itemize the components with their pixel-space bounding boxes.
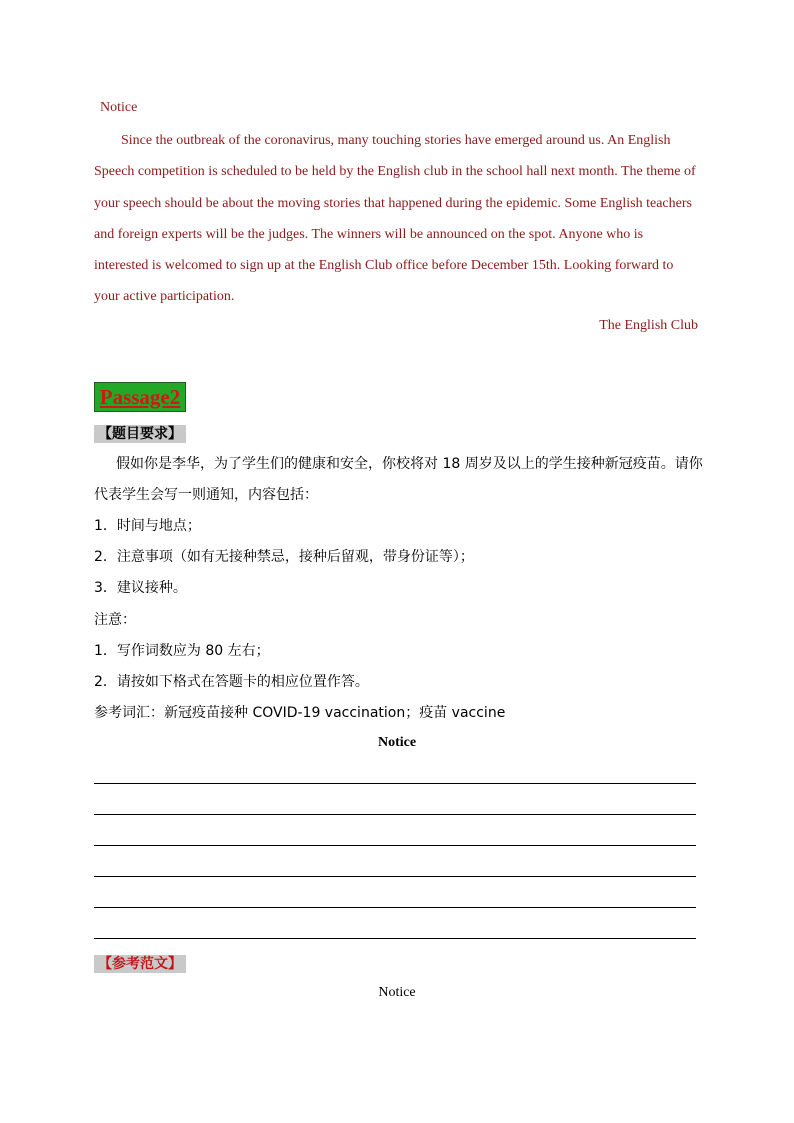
answer-line-1 <box>94 783 696 784</box>
passage2-heading: Passage2 <box>94 382 186 412</box>
requirements-label: 【题目要求】 <box>94 425 186 443</box>
note-2: 2．请按如下格式在答题卡的相应位置作答。 <box>94 674 369 690</box>
answer-line-4 <box>94 876 696 877</box>
answer-line-5 <box>94 907 696 908</box>
sample-notice-title: Notice <box>378 985 416 1000</box>
vocab-line: 参考词汇：新冠疫苗接种 COVID-19 vaccination；疫苗 vaccine <box>94 705 506 721</box>
notice-line-5: interested is welcomed to sign up at the English Club office before December 15th. Looking forward to <box>94 258 674 273</box>
prompt-line-1: 假如你是李华，为了学生们的健康和安全，你校将对 18 周岁及以上的学生接种新冠疫苗。请你 <box>116 456 703 472</box>
notes-label: 注意： <box>94 612 136 628</box>
notice-line-2: Speech competition is scheduled to be held by the English club in the school hall next month. The theme of <box>94 164 696 179</box>
notice-line-3: your speech should be about the moving stories that happened during the epidemic. Some English teachers <box>94 196 692 211</box>
notice-signature: The English Club <box>599 318 698 333</box>
sample-essay-label: 【参考范文】 <box>94 955 186 973</box>
answer-line-3 <box>94 845 696 846</box>
notice-line-6: your active participation. <box>94 289 235 304</box>
point-1: 1．时间与地点； <box>94 518 201 534</box>
notice-line-1: Since the outbreak of the coronavirus, many touching stories have emerged around us. An English <box>121 133 671 148</box>
notice-title: Notice <box>100 100 138 115</box>
point-3: 3．建议接种。 <box>94 580 187 596</box>
answer-notice-title: Notice <box>377 735 417 750</box>
answer-line-6 <box>94 938 696 939</box>
answer-line-2 <box>94 814 696 815</box>
note-1: 1．写作词数应为 80 左右； <box>94 643 270 659</box>
notice-line-4: and foreign experts will be the judges. The winners will be announced on the spot. Anyone who is <box>94 227 644 242</box>
prompt-line-2: 代表学生会写一则通知，内容包括： <box>94 487 318 503</box>
point-2: 2．注意事项（如有无接种禁忌，接种后留观，带身份证等）； <box>94 549 474 565</box>
